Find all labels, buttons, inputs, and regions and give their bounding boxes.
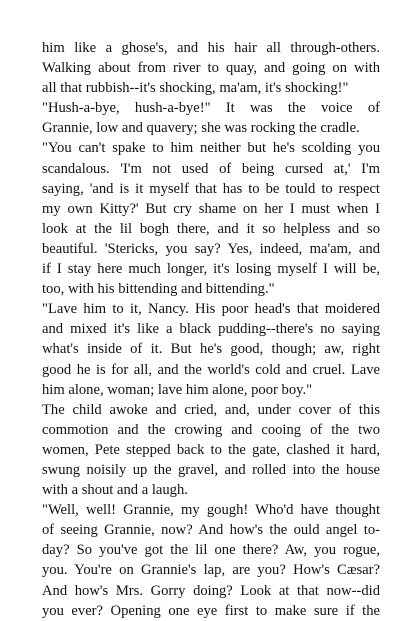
text-line: my own Kitty?' But cry shame on her I must when I [42, 200, 380, 217]
text-line: of seeing Grannie, now? And how's the ould angel to- [42, 522, 380, 539]
text-line: and mixed it's like a black pudding--there's no saying [42, 321, 380, 338]
paragraph-6 [42, 500, 380, 621]
text-line: if I stay here much longer, it's losing myself I will be, [42, 261, 380, 278]
text-line: look at the lil bogh there, and it so helpless and so [42, 220, 380, 237]
text-line: scandalous. 'I'm not used of being cursed at,' I'm [42, 160, 380, 177]
paragraph-4 [42, 299, 380, 399]
text-line: "You can't spake to him neither but he's scolding you [42, 140, 380, 157]
text-line: women, Pete stepped back to the gate, clashed it hard, [42, 441, 380, 458]
text-line: day? So you've got the lil one there? Aw, you rogue, [42, 542, 380, 559]
page-text [42, 38, 380, 621]
text-line: all that rubbish--it's shocking, ma'am, it's shocking!" [42, 80, 349, 97]
paragraph-2 [42, 98, 380, 138]
text-line: beautiful. 'Stericks, you say? Yes, indeed, ma'am, and [42, 240, 380, 257]
text-line: Grannie, low and quavery; she was rocking the cradle. [42, 120, 360, 137]
text-line: too, with his bittending and bittending." [42, 281, 275, 298]
text-line: him like a ghose's, and his hair all through-others. [42, 40, 380, 56]
text-line: And how's Mrs. Gorry doing? Look at that now--did [42, 582, 380, 599]
text-line: swung noisily up the gravel, and rolled into the house [42, 461, 380, 478]
text-line: him alone, woman; lave him alone, poor boy." [42, 381, 313, 398]
text-line: you ever? Opening one eye first to make sure if the [42, 602, 380, 619]
text-line: "Lave him to it, Nancy. His poor head's that moidered [42, 301, 380, 318]
paragraph-3 [42, 138, 380, 299]
paragraph-5 [42, 400, 380, 500]
text-line: good he is for all, and the world's cold and cruel. Lave [42, 361, 380, 378]
paragraph-1 [42, 38, 380, 98]
text-line: The child awoke and cried, and, under cover of this [42, 401, 380, 418]
text-line: you. You're on Grannie's lap, are you? How's Cæsar? [42, 562, 380, 579]
text-line: with a shout and a laugh. [42, 482, 188, 499]
text-line: saying, 'and is it myself that has to be tould to respect [42, 180, 380, 197]
text-line: "Well, well! Grannie, my gough! Who'd have thought [42, 502, 380, 519]
text-line: Walking about from river to quay, and going on with [42, 60, 380, 77]
text-line: what's inside of it. But he's good, though; aw, right [42, 341, 380, 358]
text-line: "Hush-a-bye, hush-a-bye!" It was the voice of [42, 100, 380, 117]
text-line: commotion and the crowing and cooing of the two [42, 421, 380, 438]
